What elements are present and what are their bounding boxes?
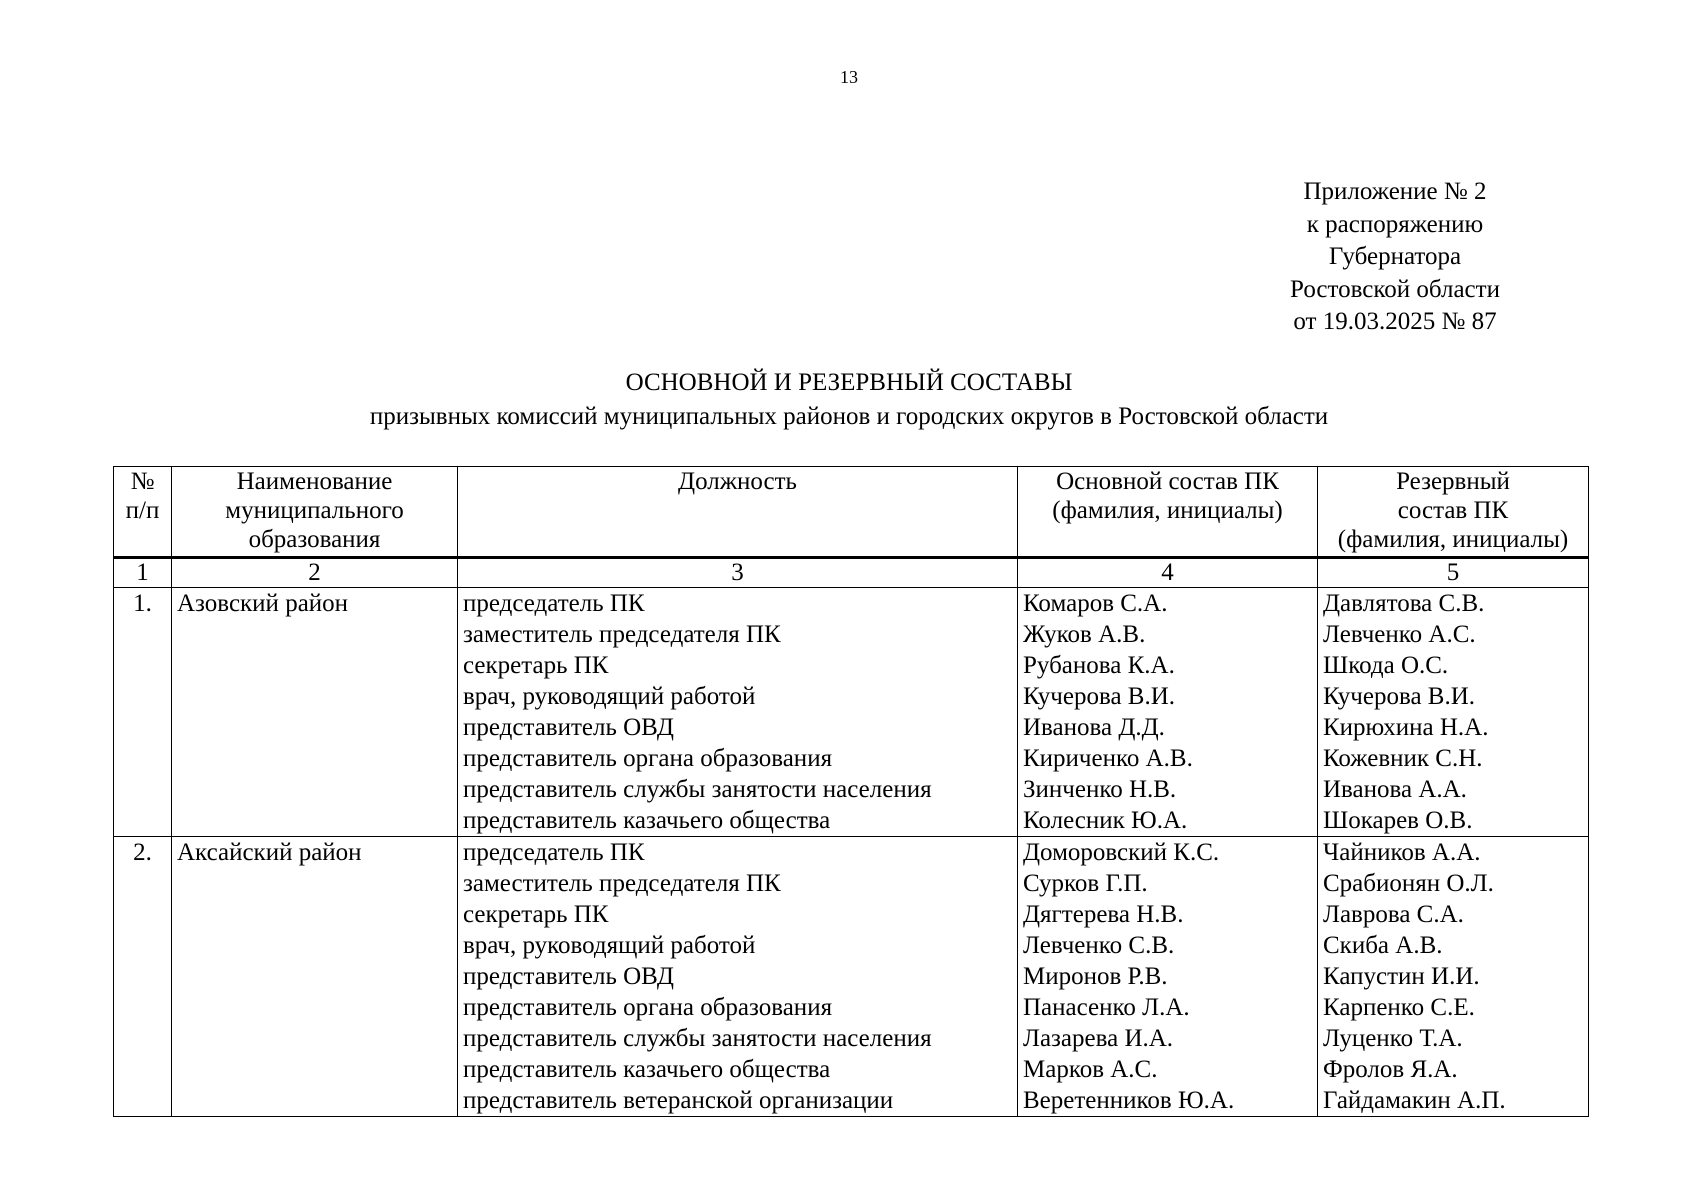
reserve-member: Кирюхина Н.А.: [1323, 714, 1489, 741]
appendix-line: к распоряжению: [1306, 210, 1484, 238]
column-number: 3: [458, 558, 1018, 588]
page-number: 13: [840, 67, 858, 87]
document-subtitle: призывных комиссий муниципальных районов и городских округов в Ростовской области: [369, 403, 1329, 430]
position: врач, руководящий работой: [463, 932, 756, 959]
main-member: Миронов Р.В.: [1023, 963, 1168, 990]
main-member: Дягтерева Н.В.: [1023, 901, 1184, 928]
main-member: Веретенников Ю.А.: [1023, 1087, 1235, 1114]
header-reserve-staff: Резервный состав ПК (фамилия, инициалы): [1318, 467, 1589, 558]
reserve-member: Срабионян О.Л.: [1323, 870, 1494, 897]
district-name: Азовский район: [172, 588, 458, 837]
reserve-staff-cell: [1318, 837, 1589, 1117]
appendix-line: Губернатора: [1328, 243, 1462, 270]
reserve-member: Карпенко С.Е.: [1323, 994, 1475, 1021]
table-row: [114, 837, 1589, 1117]
reserve-member: Давлятова С.В.: [1323, 590, 1485, 617]
position: председатель ПК: [463, 590, 645, 617]
reserve-member: Шкода О.С.: [1323, 652, 1449, 679]
main-member: Зинченко Н.В.: [1023, 776, 1177, 803]
main-member: Панасенко Л.А.: [1023, 994, 1190, 1021]
main-member: Рубанова К.А.: [1023, 652, 1175, 679]
column-number: 2: [172, 558, 458, 588]
district-group-aksai: [114, 837, 1589, 1117]
header-position: Должность: [458, 467, 1018, 558]
main-member: Комаров С.А.: [1023, 590, 1168, 617]
district-name: Аксайский район: [172, 837, 458, 1117]
position: представитель органа образования: [463, 745, 833, 772]
reserve-member: Луценко Т.А.: [1323, 1025, 1463, 1052]
column-number: 4: [1018, 558, 1318, 588]
reserve-member: Гайдамакин А.П.: [1323, 1087, 1506, 1114]
column-number-row: [114, 558, 1589, 588]
main-member: Кучерова В.И.: [1023, 683, 1176, 710]
reserve-member: Иванова А.А.: [1323, 776, 1467, 803]
reserve-staff-cell: [1318, 588, 1589, 837]
column-number: 5: [1318, 558, 1589, 588]
position: представитель органа образования: [463, 994, 833, 1021]
position: врач, руководящий работой: [463, 683, 756, 710]
position: представитель службы занятости населения: [463, 776, 932, 803]
table-header-row: [114, 467, 1589, 558]
district-group-azov: [114, 588, 1589, 837]
main-staff-cell: [1018, 837, 1318, 1117]
document-title: ОСНОВНОЙ И РЕЗЕРВНЫЙ СОСТАВЫ: [625, 369, 1073, 396]
position: представитель казачьего общества: [463, 807, 831, 834]
main-member: Колесник Ю.А.: [1023, 807, 1188, 834]
position: представитель службы занятости населения: [463, 1025, 932, 1052]
position: заместитель председателя ПК: [463, 621, 781, 648]
position: представитель ОВД: [463, 963, 674, 990]
reserve-member: Левченко А.С.: [1323, 621, 1476, 648]
main-member: Левченко С.В.: [1023, 932, 1175, 959]
reserve-member: Чайников А.А.: [1323, 839, 1481, 866]
reserve-member: Кожевник С.Н.: [1323, 745, 1483, 772]
header-district: Наименование муниципального образования: [172, 467, 458, 558]
appendix-line: Ростовской области: [1290, 275, 1500, 303]
position: представитель ОВД: [463, 714, 674, 741]
main-member: Жуков А.В.: [1023, 621, 1146, 648]
position: секретарь ПК: [463, 901, 609, 928]
main-member: Иванова Д.Д.: [1023, 714, 1165, 741]
reserve-member: Шокарев О.В.: [1323, 807, 1473, 834]
commission-table: [113, 466, 1589, 1117]
header-index: № п/п: [114, 467, 172, 558]
appendix-line: Приложение № 2: [1303, 178, 1487, 205]
column-number: 1: [114, 558, 172, 588]
reserve-member: Капустин И.И.: [1323, 963, 1480, 990]
position: заместитель председателя ПК: [463, 870, 781, 897]
reserve-member: Скиба А.В.: [1323, 932, 1443, 959]
main-member: Кириченко А.В.: [1023, 745, 1193, 772]
position: секретарь ПК: [463, 652, 609, 679]
row-index: 2.: [114, 837, 172, 1117]
main-member: Сурков Г.П.: [1023, 870, 1148, 897]
row-index: 1.: [114, 588, 172, 837]
positions-cell: [458, 588, 1018, 837]
main-member: Лазарева И.А.: [1023, 1025, 1174, 1052]
reserve-member: Лаврова С.А.: [1323, 901, 1464, 928]
header-main-staff: Основной состав ПК (фамилия, инициалы): [1018, 467, 1318, 558]
positions-cell: [458, 837, 1018, 1117]
main-staff-cell: [1018, 588, 1318, 837]
position: представитель ветеранской организации: [463, 1087, 894, 1114]
reserve-member: Фролов Я.А.: [1323, 1056, 1458, 1083]
position: представитель казачьего общества: [463, 1056, 831, 1083]
position: председатель ПК: [463, 839, 645, 866]
appendix-line: от 19.03.2025 № 87: [1293, 308, 1497, 335]
main-member: Доморовский К.С.: [1023, 839, 1220, 866]
appendix-block: [1230, 176, 1560, 339]
table-row: [114, 588, 1589, 837]
main-member: Марков А.С.: [1023, 1056, 1158, 1083]
reserve-member: Кучерова В.И.: [1323, 683, 1476, 710]
